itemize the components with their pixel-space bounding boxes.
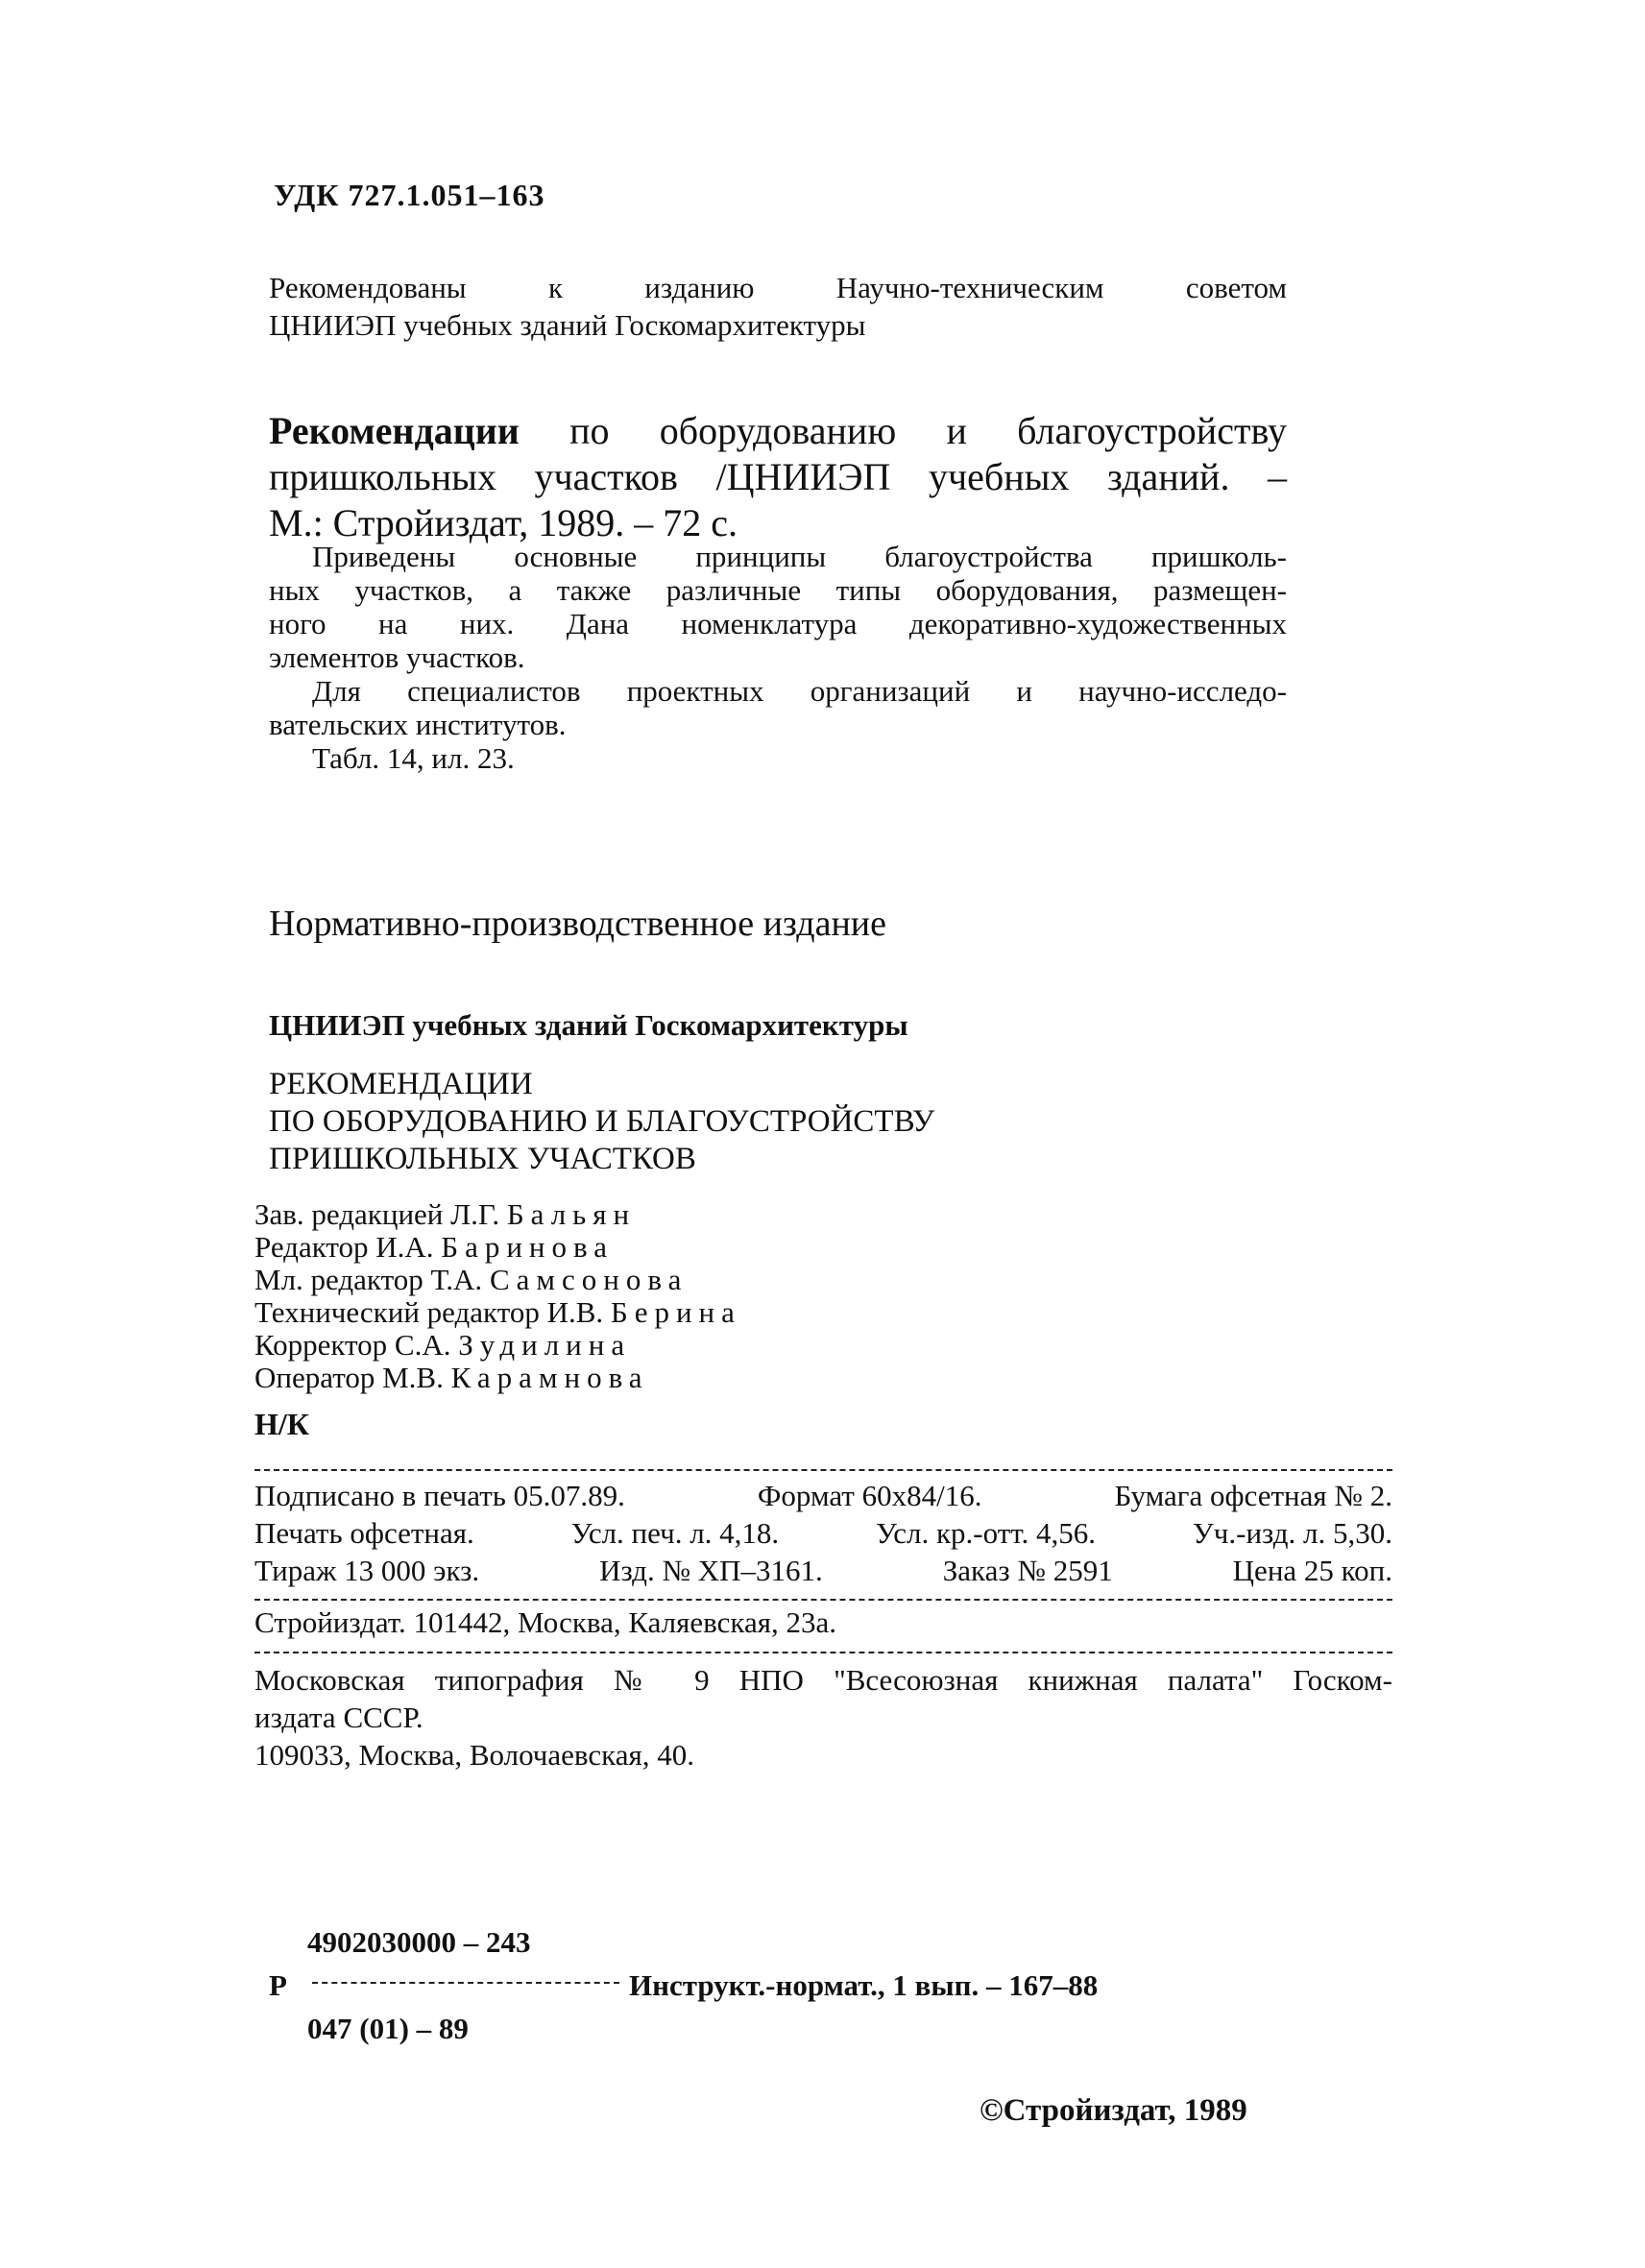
biblio-line-1 [269, 408, 1287, 454]
print-field: Уч.-изд. л. 5,30. [1192, 1516, 1392, 1550]
staff-row [254, 1264, 741, 1296]
word: Рекомендованы [269, 271, 467, 304]
edition-type: Нормативно-производственное издание [269, 904, 886, 944]
staff-name: Самсонова [489, 1263, 689, 1296]
copyright: ©Стройиздат, 1989 [980, 2093, 1247, 2128]
staff-name: Бальян [506, 1197, 637, 1231]
organization: ЦНИИЭП учебных зданий Госкомархитектуры [269, 1008, 908, 1042]
word: по [569, 409, 610, 452]
abstract-line: вательских институтов. [269, 708, 567, 741]
catalog-code-top: 4902030000 – 243 [307, 1925, 531, 1959]
printing-house-line: Московская типография № 9 НПО "Всесоюзная книжная палата" Госком- [254, 1663, 1392, 1697]
biblio-line-3: М.: Стройиздат, 1989. – 72 с. [269, 501, 738, 544]
word: изданию [644, 271, 755, 304]
staff-row [254, 1198, 741, 1231]
udk-code: УДК 727.1.051–163 [274, 178, 545, 212]
book-title [269, 1066, 934, 1178]
staff-name: Баринова [441, 1230, 615, 1264]
print-field: Усл. кр.-отт. 4,56. [876, 1516, 1096, 1550]
staff-row [254, 1362, 741, 1394]
staff-row [254, 1329, 741, 1362]
word: и [946, 409, 967, 452]
word: оборудованию [659, 409, 897, 452]
word: учебных [928, 455, 1070, 498]
print-field: Бумага офсетная № 2. [1114, 1479, 1392, 1512]
dashed-divider [254, 1469, 1392, 1471]
word: Научно-техническим [835, 271, 1104, 304]
staff-role: Мл. редактор Т.А. [254, 1263, 483, 1296]
recommendation-line-1 [269, 269, 1287, 306]
abstract [269, 540, 1287, 775]
recommendation-note [269, 269, 1287, 344]
abstract-line: Табл. 14, ил. 23. [312, 741, 515, 775]
word: участков [534, 455, 678, 498]
print-field: Заказ № 2591 [942, 1554, 1113, 1587]
recommendation-line-2: ЦНИИЭП учебных зданий Госкомархитектуры [269, 308, 866, 342]
bibliographic-description [269, 408, 1287, 546]
printing-house-line: издата СССР. [254, 1701, 423, 1734]
printing-house [254, 1661, 1392, 1773]
print-field: Печать офсетная. [254, 1516, 474, 1550]
word: советом [1185, 271, 1287, 304]
staff-role: Зав. редакцией Л.Г. [254, 1197, 500, 1231]
print-field: Тираж 13 000 экз. [254, 1554, 480, 1587]
nk-mark: Н/К [254, 1407, 309, 1441]
print-row [254, 1514, 1392, 1552]
staff-role: Редактор И.А. [254, 1230, 434, 1264]
abstract-line: ного на них. Дана номенклатура декоративно-художественных [269, 607, 1287, 640]
print-row [254, 1477, 1392, 1514]
catalog-code-dashline [312, 1982, 619, 1984]
catalog-code-bottom: 047 (01) – 89 [307, 2012, 469, 2045]
print-field: Формат 60x84/16. [757, 1479, 982, 1512]
word: /ЦНИИЭП [715, 455, 891, 498]
word: зданий. [1107, 455, 1230, 498]
catalog-code-tail: Инструкт.-нормат., 1 вып. – 167–88 [629, 1968, 1099, 2002]
print-field: Усл. печ. л. 4,18. [570, 1516, 780, 1550]
print-field: Изд. № ХП–3161. [599, 1554, 823, 1587]
title-line: ПРИШКОЛЬНЫХ УЧАСТКОВ [269, 1142, 696, 1176]
staff-row [254, 1231, 741, 1264]
publisher-address: Стройиздат. 101442, Москва, Каляевская, 23а. [254, 1605, 836, 1639]
staff-list [254, 1198, 741, 1394]
abstract-line: Приведены основные принципы благоустройства пришколь- [312, 540, 1287, 573]
word: пришкольных [269, 455, 496, 498]
print-field: Подписано в печать 05.07.89. [254, 1479, 625, 1512]
word: к [547, 271, 563, 304]
staff-role: Технический редактор И.В. [254, 1295, 604, 1329]
staff-name: Карамнова [450, 1361, 649, 1394]
biblio-title-word: Рекомендации [269, 409, 520, 452]
catalog-code-prefix: Р [269, 1968, 287, 2002]
staff-row [254, 1296, 741, 1329]
printing-house-line: 109033, Москва, Волочаевская, 40. [254, 1738, 694, 1772]
title-line: РЕКОМЕНДАЦИИ [269, 1067, 533, 1101]
abstract-line: ных участков, а также различные типы оборудования, размещен- [269, 573, 1287, 607]
word: благоустройству [1017, 409, 1287, 452]
staff-role: Корректор С.А. [254, 1328, 451, 1362]
staff-role: Оператор М.В. [254, 1361, 444, 1394]
staff-name: Берина [610, 1295, 741, 1329]
biblio-line-2 [269, 454, 1287, 500]
abstract-line: элементов участков. [269, 640, 525, 674]
abstract-line: Для специалистов проектных организаций и научно-исследо- [312, 674, 1287, 708]
print-field: Цена 25 коп. [1232, 1554, 1392, 1587]
staff-name: Зудилина [458, 1328, 632, 1362]
print-row [254, 1552, 1392, 1589]
print-details [254, 1477, 1392, 1589]
title-line: ПО ОБОРУДОВАНИЮ И БЛАГОУСТРОЙСТВУ [269, 1104, 935, 1139]
word: – [1268, 455, 1287, 498]
dashed-divider [254, 1652, 1392, 1653]
dashed-divider [254, 1599, 1392, 1601]
